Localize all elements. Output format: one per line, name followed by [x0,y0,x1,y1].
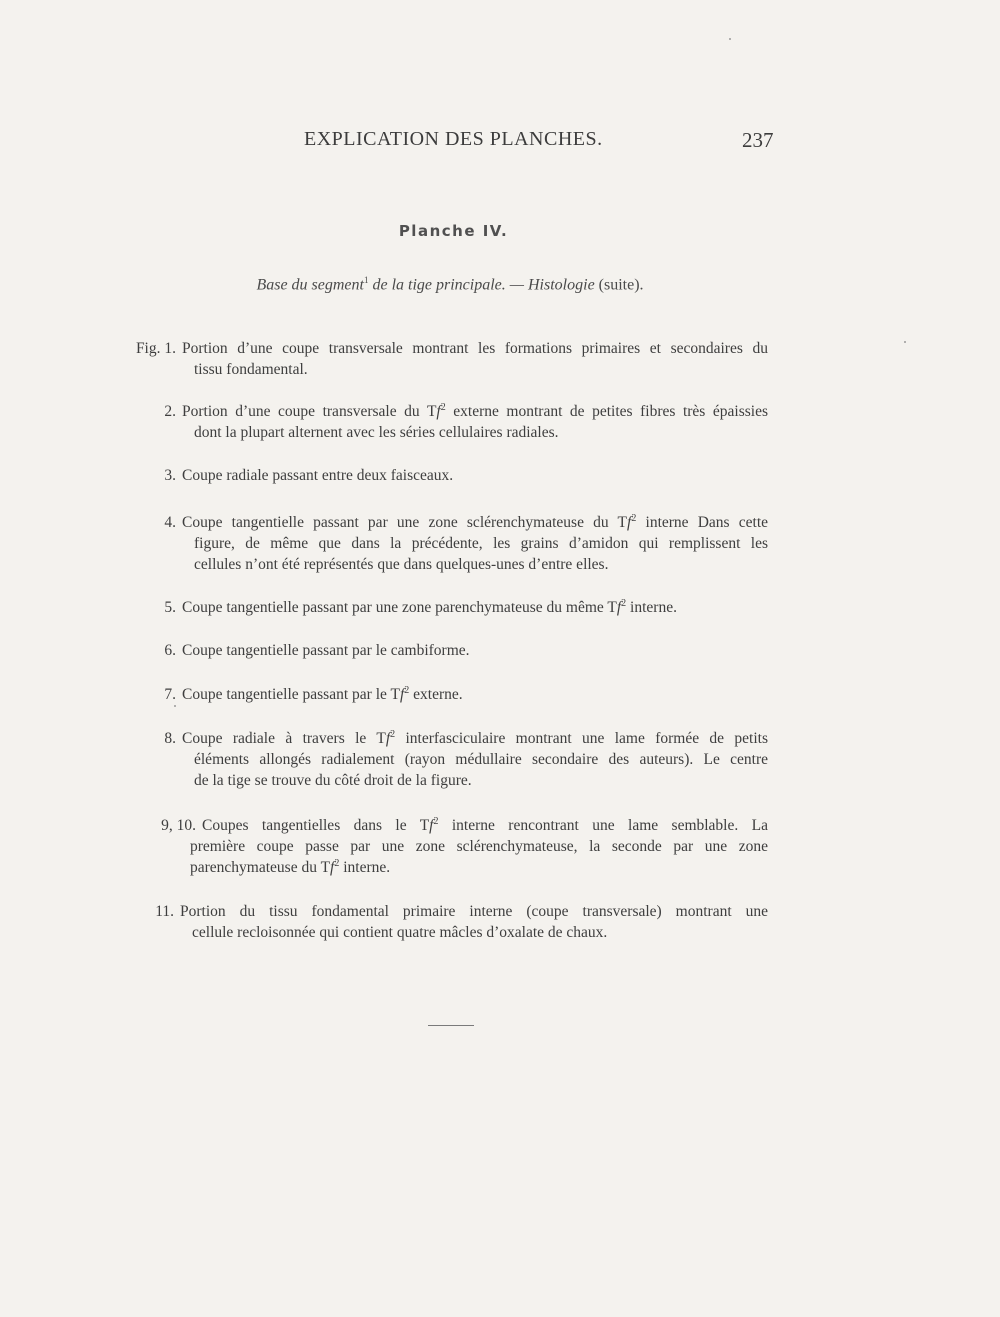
figure-entry-7 [164,684,768,705]
figure-entry-1 [135,338,768,380]
figure-number: 9, 10. [161,817,196,834]
figure-entry-6 [164,640,768,661]
figure-number: 4. [164,514,176,531]
subtitle-part-3: (suite). [594,276,644,294]
figure-entry-2 [164,401,768,443]
figure-text-line: Coupe radiale passant entre deux faisceaux. [182,467,454,484]
figure-number: 6. [164,642,176,659]
end-rule [428,1025,474,1026]
figure-number: 3. [164,467,176,484]
paper-speck [729,38,731,40]
figure-text-line: Portion d’une coupe transversale montrant les formations primaires et secondaires du [182,340,768,357]
figure-text-line: tissu fondamental. [194,361,308,378]
figure-number: 8. [164,730,176,747]
figure-number: Fig. 1. [135,340,176,357]
page-number: 237 [742,128,774,152]
figure-number: 5. [164,599,176,616]
figure-number: 7. [164,686,176,703]
figure-text-line: cellules n’ont été représentés que dans quelques-unes d’entre elles. [194,556,609,573]
figure-entry-8 [164,728,768,791]
figure-text-line: première coupe passe par une zone sclérenchymateuse, la seconde par une zone [190,838,768,855]
figure-text-line: Coupes tangentielles dans le Tf$^2$ interne rencontrant une lame semblable. La [202,815,768,834]
figure-text-line: Portion d’une coupe transversale du Tf$^2$ externe montrant de petites fibres très épaissies [182,401,768,420]
figure-text-line: dont la plupart alternent avec les séries cellulaires radiales. [194,424,559,441]
figure-number: 11. [155,903,174,920]
figure-text-line: Coupe tangentielle passant par une zone sclérenchymateuse du Tf$^2$ interne Dans cette [182,512,769,531]
figure-text-line: parenchymateuse du Tf$^2$ interne. [190,857,391,876]
subtitle-footnote-marker: 1 [363,275,369,285]
subtitle-part-1: Base du segment [256,276,364,294]
figure-entry-4 [164,512,769,575]
figure-text-line: Coupe tangentielle passant par le cambiforme. [182,642,470,659]
figure-entry-11 [155,901,768,943]
figure-entry-5 [164,597,768,618]
figure-text-line: Coupe radiale à travers le Tf$^2$ interfasciculaire montrant une lame formée de petits [182,728,768,747]
figure-text-line: éléments allongés radialement (rayon médullaire secondaire des auteurs). Le centre [194,751,768,768]
figure-text-line: figure, de même que dans la précédente, les grains d’amidon qui remplissent les [194,535,768,552]
figure-text-line: Coupe tangentielle passant par le Tf$^2$ externe. [182,684,463,703]
plate-subtitle [0,275,900,294]
running-title: EXPLICATION DES PLANCHES. [304,128,603,150]
figure-text-line: Coupe tangentielle passant par une zone parenchymateuse du même Tf$^2$ interne. [182,597,677,616]
plate-title: Planche IV. [398,222,509,240]
subtitle-part-2: de la tige principale. — Histologie [368,276,595,294]
figure-entry-3 [164,465,768,486]
figure-number: 2. [164,403,176,420]
figure-text-line: Portion du tissu fondamental primaire interne (coupe transversale) montrant une [180,903,768,920]
figure-text-line: de la tige se trouve du côté droit de la figure. [194,772,472,789]
paper-speck [174,705,176,707]
figure-entry-9-10 [161,815,768,878]
paper-speck [904,341,906,343]
figure-text-line: cellule recloisonnée qui contient quatre mâcles d’oxalate de chaux. [192,924,608,941]
